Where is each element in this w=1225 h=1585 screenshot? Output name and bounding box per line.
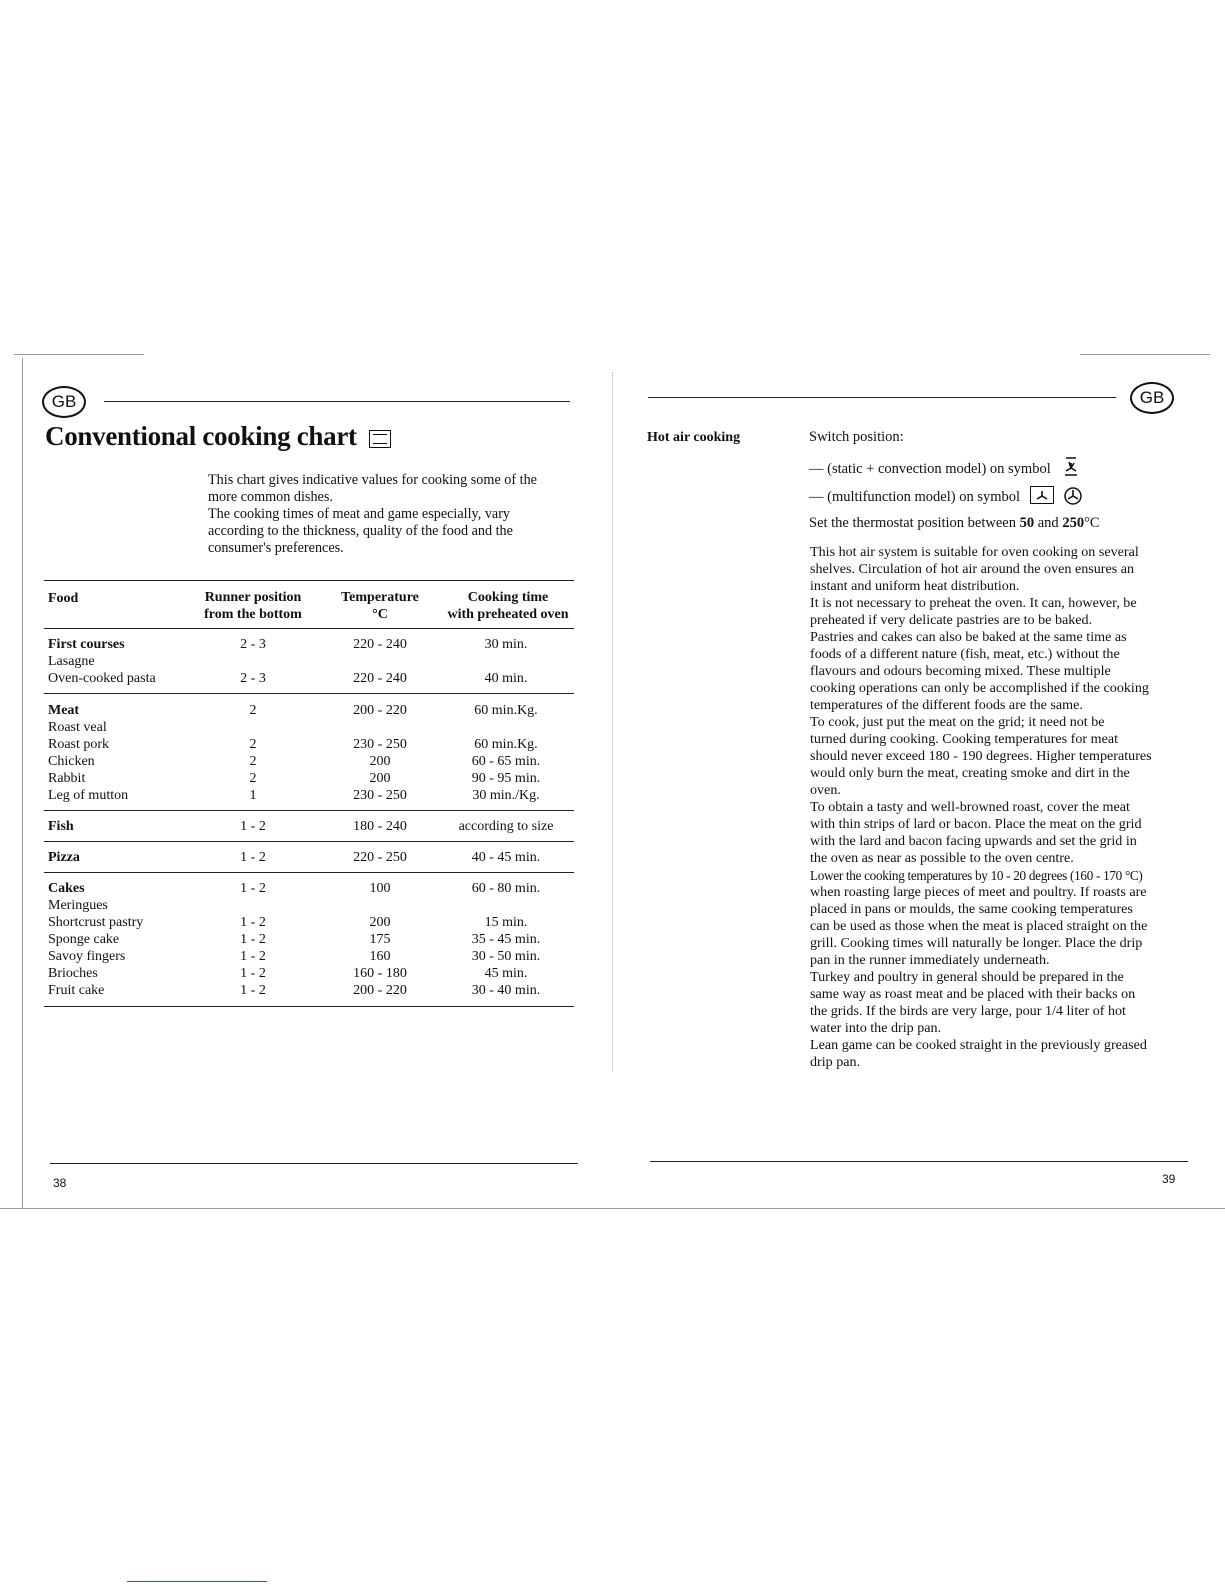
intro-line: This chart gives indicative values for cooking some of the bbox=[208, 472, 537, 488]
intro-line: more common dishes. bbox=[208, 489, 333, 505]
crop-mark bbox=[1080, 354, 1210, 355]
table-row: Shortcrust pastry 1 - 2 200 15 min. bbox=[48, 915, 528, 930]
header-runner: Runner position from the bottom bbox=[204, 590, 302, 622]
table-row: Cakes 1 - 2 100 60 - 80 min. bbox=[48, 881, 541, 896]
footer-rule-right bbox=[650, 1161, 1188, 1162]
table-row: Fruit cake 1 - 2 200 - 220 30 - 40 min. bbox=[48, 983, 541, 998]
table-top-rule bbox=[44, 580, 574, 581]
header-food: Food bbox=[48, 591, 79, 606]
crop-mark bbox=[14, 354, 144, 355]
group-rule bbox=[44, 810, 574, 811]
multifunction-model-text: — (multifunction model) on symbol bbox=[809, 489, 1021, 505]
left-page-edge bbox=[22, 358, 23, 1208]
hot-air-body-text: This hot air system is suitable for oven cooking on several shelves. Circulation of hot air around the oven ensures an instant and uniform heat distribution. It is not necessary to preheat the oven. It can, however, be preheated if very delicate pastries are to be baked. Pastries and cakes can also be baked at the same time as foods of a different nature (fish, meat, etc.) without the flavours and odours becoming mixed. These multiple cooking operations can only be accomplished if the cooking temperatures of the different foods are the same. To cook, just put the meat on the grid; it need not be turned during cooking. Cooking temperatures for meat should never exceed 180 - 190 degrees. Higher temperatures would only burn the meat, creating smoke and dirt in the oven. To obtain a tasty and well-browned roast, cover the meat with thin strips of lard or bacon. Place the meat on the grid with the lard and bacon facing upwards and set the grid in the oven as near as possible to the oven centre. Lower the cooking temperatures by 10 - 20 degrees (160 - 170 °C) when roasting large pieces of meet and poultry. If roasts are placed in pans or moulds, the same cooking temperatures can be used as those when the meat is placed straight on the grill. Cooking times will naturally be longer. Place the drip pan in the runner immediately underneath. Turkey and poultry in general should be prepared in the same way as roast meat and be placed with their backs on the grids. If the birds are very large, pour 1/4 liter of hot water into the drip pan. Lean game can be cooked straight in the previously greased drip pan. bbox=[810, 544, 1152, 1070]
gb-badge-left: GB bbox=[42, 386, 86, 418]
fan-heater-icon bbox=[1060, 457, 1082, 477]
table-row: Pizza 1 - 2 220 - 250 40 - 45 min. bbox=[48, 850, 541, 865]
intro-text bbox=[208, 472, 568, 557]
table-row: Roast pork 2 230 - 250 60 min.Kg. bbox=[48, 737, 538, 752]
footer-rule-left bbox=[50, 1163, 578, 1164]
multifunction-model-line bbox=[809, 486, 1189, 515]
switch-label: Switch position: bbox=[809, 429, 904, 445]
conventional-oven-icon bbox=[369, 430, 391, 448]
thermostat-line: Set the thermostat position between 50 and 250°C bbox=[809, 515, 1100, 531]
table-row: Roast veal bbox=[48, 720, 107, 735]
table-row: Fish 1 - 2 180 - 240 according to size bbox=[48, 819, 554, 834]
table-row: Sponge cake 1 - 2 175 35 - 45 min. bbox=[48, 932, 541, 947]
group-rule bbox=[44, 693, 574, 694]
header-rule-left bbox=[104, 401, 570, 402]
group-rule bbox=[44, 841, 574, 842]
intro-line: The cooking times of meat and game especially, vary bbox=[208, 506, 511, 522]
table-row: Oven-cooked pasta 2 - 3 220 - 240 40 min. bbox=[48, 671, 528, 686]
fan-oven-icon bbox=[1030, 486, 1054, 504]
bottom-page-edge bbox=[0, 1208, 1225, 1209]
table-row: Savoy fingers 1 - 2 160 30 - 50 min. bbox=[48, 949, 541, 964]
table-row: Brioches 1 - 2 160 - 180 45 min. bbox=[48, 966, 528, 981]
page-number-left: 38 bbox=[53, 1176, 67, 1190]
page-gutter bbox=[612, 372, 613, 1072]
header-cooking-time: Cooking time with preheated oven bbox=[447, 590, 569, 622]
table-row: Chicken 2 200 60 - 65 min. bbox=[48, 754, 541, 769]
gb-badge-right: GB bbox=[1130, 382, 1174, 414]
table-row: Lasagne bbox=[48, 654, 95, 669]
underline-artifact bbox=[127, 1581, 267, 1582]
table-row: Meringues bbox=[48, 898, 108, 913]
table-row: First courses 2 - 3 220 - 240 30 min. bbox=[48, 637, 528, 652]
group-rule bbox=[44, 872, 574, 873]
intro-line: according to the thickness, quality of the food and the bbox=[208, 523, 513, 539]
table-row: Leg of mutton 1 230 - 250 30 min./Kg. bbox=[48, 788, 540, 803]
page-number-right: 39 bbox=[1162, 1172, 1176, 1186]
fan-circle-icon bbox=[1063, 486, 1083, 506]
page-title bbox=[45, 421, 391, 452]
switch-position-block bbox=[809, 429, 1189, 532]
table-header-rule bbox=[44, 628, 574, 629]
intro-line: consumer's preferences. bbox=[208, 540, 344, 556]
static-model-text: — (static + convection model) on symbol bbox=[809, 461, 1051, 477]
table-bottom-rule bbox=[44, 1006, 574, 1007]
table-header-row bbox=[48, 589, 568, 625]
header-temperature: Temperature °C bbox=[341, 590, 419, 622]
side-heading: Hot air cooking bbox=[647, 430, 741, 445]
table-row: Rabbit 2 200 90 - 95 min. bbox=[48, 771, 541, 786]
table-row: Meat 2 200 - 220 60 min.Kg. bbox=[48, 703, 538, 718]
header-rule-right bbox=[648, 397, 1116, 398]
static-model-line bbox=[809, 457, 1189, 486]
page-title-text: Conventional cooking chart bbox=[45, 421, 357, 451]
